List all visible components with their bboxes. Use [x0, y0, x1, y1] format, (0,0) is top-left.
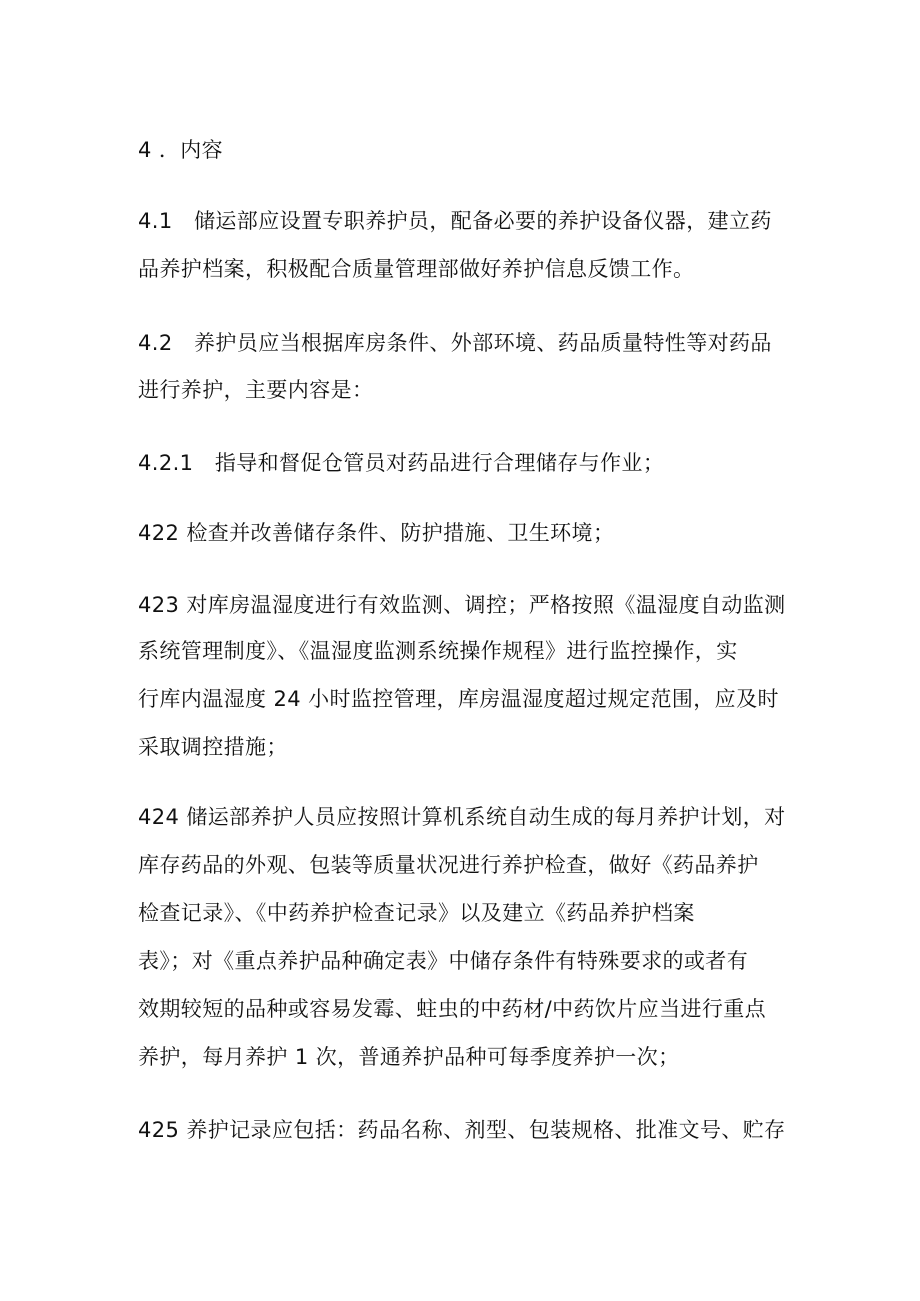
paragraph-line: 品养护档案，积极配合质量管理部做好养护信息反馈工作。 — [138, 257, 695, 281]
paragraph-line: 4.1 储运部应设置专职养护员，配备必要的养护设备仪器，建立药 — [138, 209, 772, 233]
paragraph-line: 4.2.1 指导和督促仓管员对药品进行合理储存与作业； — [138, 451, 665, 475]
section-heading: 4 ．内容 — [138, 138, 224, 162]
paragraph-line: 进行养护，主要内容是： — [138, 378, 374, 402]
paragraph-line: 库存药品的外观、包装等质量状况进行养护检查，做好《药品养护 — [138, 853, 759, 877]
paragraph-line: 423 对库房温湿度进行有效监测、调控；严格按照《温湿度自动监测 — [138, 593, 786, 617]
paragraph-line: 表》；对《重点养护品种确定表》中储存条件有特殊要求的或者有 — [138, 949, 749, 973]
paragraph-line: 养护，每月养护 1 次，普通养护品种可每季度养护一次； — [138, 1045, 680, 1069]
paragraph-line: 采取调控措施； — [138, 735, 288, 759]
paragraph-line: 系统管理制度》、《温湿度监测系统操作规程》进行监控操作，实 — [138, 639, 738, 663]
paragraph-line: 4.2 养护员应当根据库房条件、外部环境、药品质量特性等对药品 — [138, 331, 772, 355]
paragraph-line: 422 检查并改善储存条件、防护措施、卫生环境； — [138, 521, 615, 545]
paragraph-line: 检查记录》、《中药养护检查记录》以及建立《药品养护档案 — [138, 901, 695, 925]
paragraph-line: 效期较短的品种或容易发霉、蛀虫的中药材/中药饮片应当进行重点 — [138, 997, 767, 1021]
paragraph-line: 424 储运部养护人员应按照计算机系统自动生成的每月养护计划，对 — [138, 805, 786, 829]
paragraph-line: 425 养护记录应包括：药品名称、剂型、包装规格、批准文号、贮存 — [138, 1118, 786, 1142]
paragraph-line: 行库内温湿度 24 小时监控管理，库房温湿度超过规定范围，应及时 — [138, 687, 779, 711]
